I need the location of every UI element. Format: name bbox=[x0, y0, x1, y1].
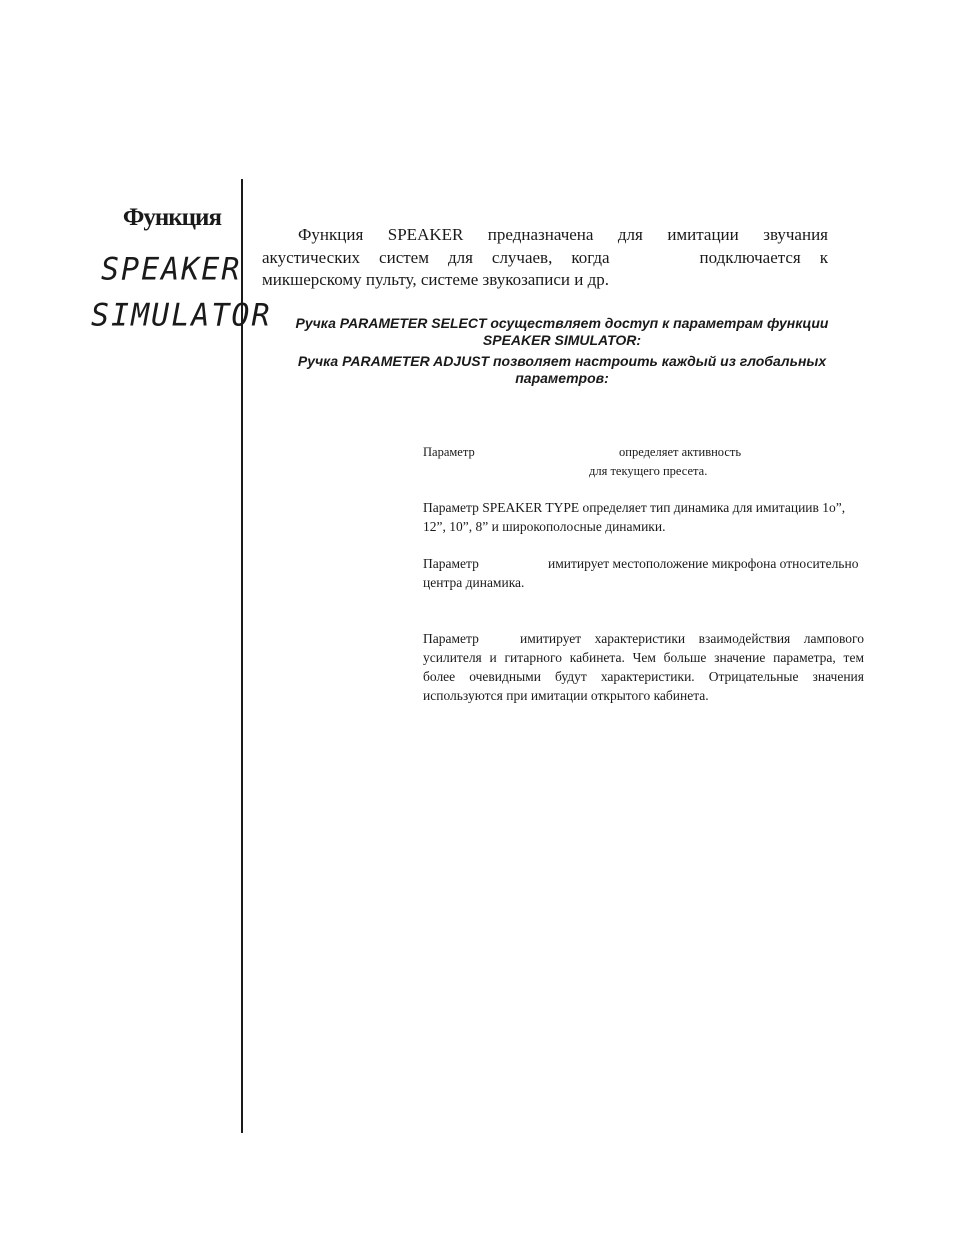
parameter-adjust-note bbox=[262, 353, 862, 386]
lcd-title-line2: SIMULATOR bbox=[91, 297, 272, 334]
adjust-line1: Ручка PARAMETER ADJUST позволяет настроить каждый из глобальных bbox=[297, 353, 827, 369]
param-speaker-type: Параметр SPEAKER TYPE определяет тип динамика для имитациив 1о”, 12”, 10”, 8” и широкополосные динамики. bbox=[423, 500, 846, 534]
intro-part1: Функция SPEAKER предназначена для имитации звучания акустических систем для случаев, когда bbox=[262, 225, 828, 267]
param-desc: имитирует характеристики взаимодействия лампового усилителя и гитарного кабинета. Чем больше значение параметра, тем более очевидными будут характеристики. Отрицательные значения используются при имитации открытого кабинета. bbox=[423, 631, 864, 703]
param-word: Параметр bbox=[423, 445, 475, 459]
param-word: Параметр bbox=[423, 556, 479, 571]
select-line2: SPEAKER SIMULATOR: bbox=[482, 331, 642, 348]
param-cabinet-interaction bbox=[423, 629, 864, 705]
param-word: Параметр bbox=[423, 631, 479, 646]
select-line1: Ручка PARAMETER SELECT осуществляет доступ к параметрам функции bbox=[295, 315, 829, 331]
param-on-off bbox=[423, 443, 864, 481]
parameter-select-note bbox=[262, 315, 862, 348]
adjust-line2: параметров: bbox=[515, 369, 609, 386]
section-heading: Функция bbox=[122, 204, 221, 231]
lcd-title-line1: SPEAKER bbox=[101, 251, 242, 288]
param-desc: имитирует местоположение микрофона относительно центра динамика. bbox=[423, 556, 859, 590]
param-mic-position bbox=[423, 554, 864, 592]
intro-paragraph bbox=[262, 224, 828, 292]
intro-part2: подключается к микшерскому пульту, системе звукозаписи и др. bbox=[262, 247, 828, 289]
param-desc: определяет активность bbox=[619, 445, 742, 459]
param-desc-cont: для текущего пресета. bbox=[589, 464, 708, 478]
